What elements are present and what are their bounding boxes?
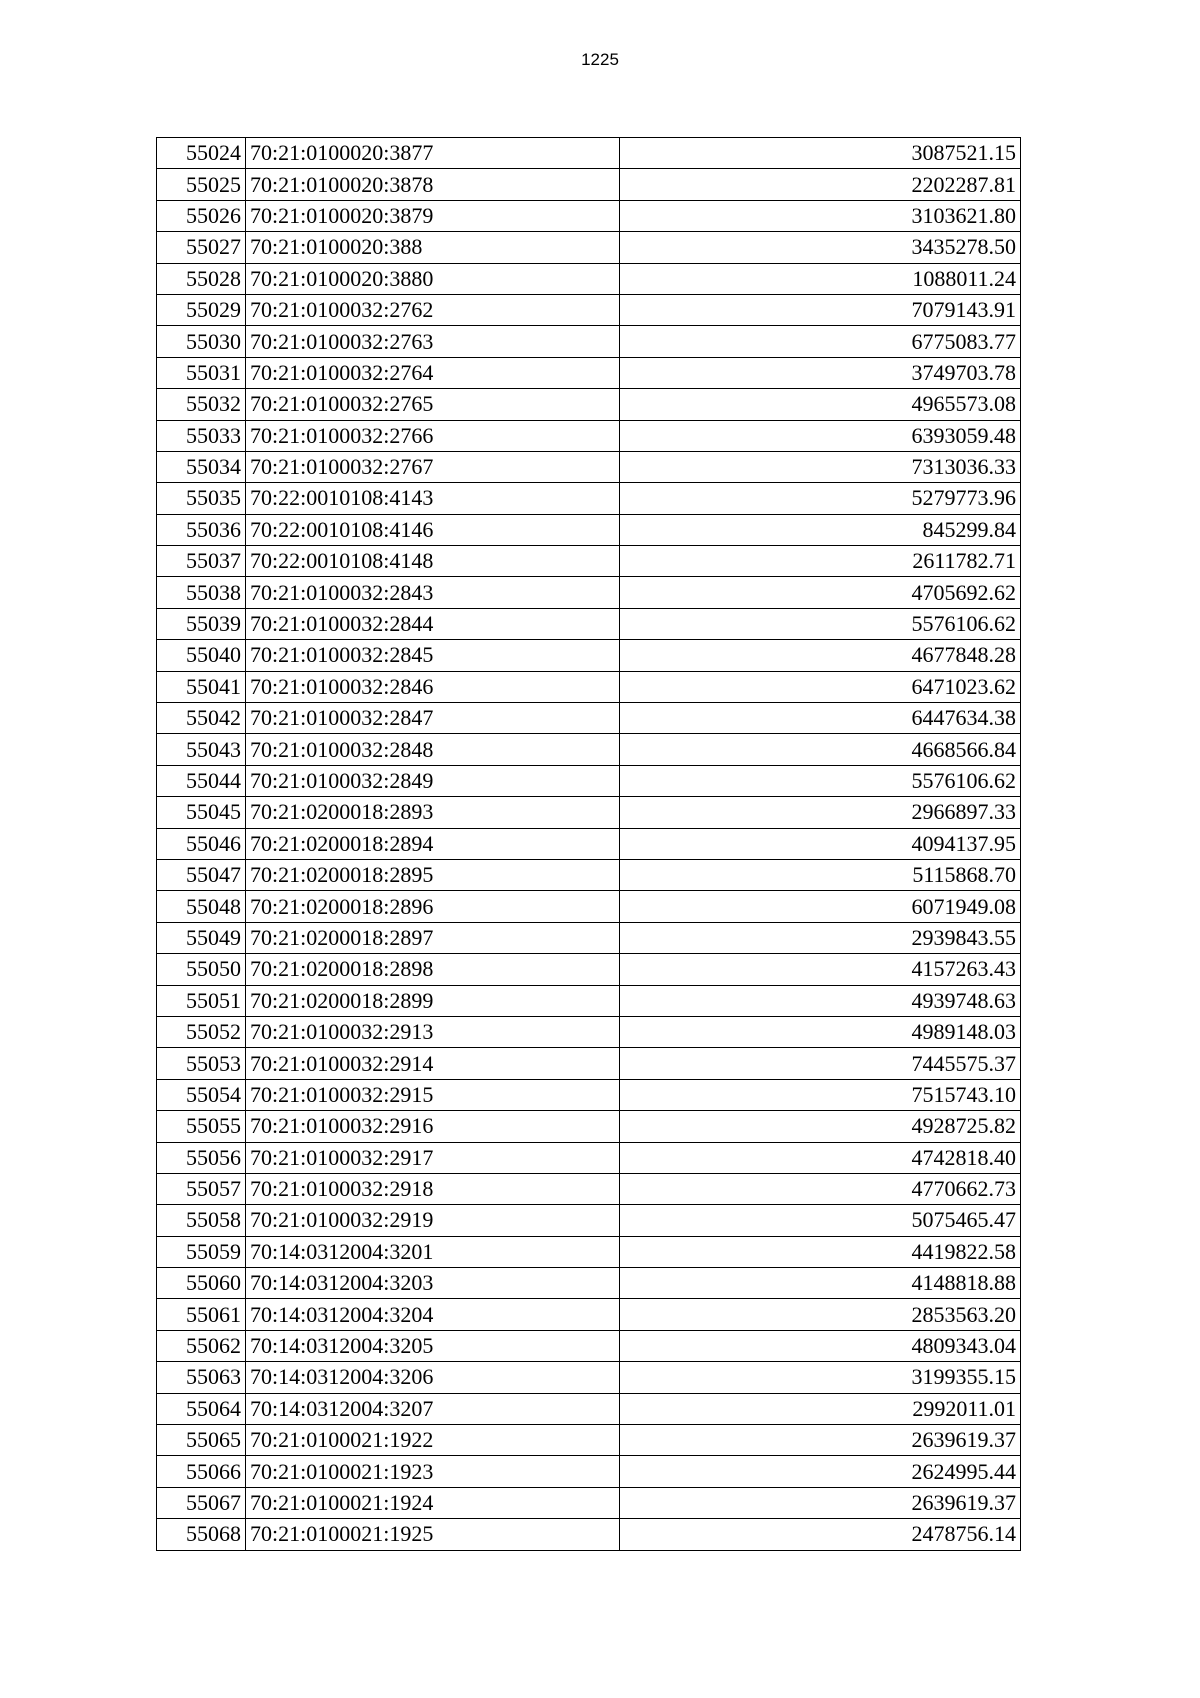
row-number-cell: 55068 (157, 1519, 246, 1550)
table-row (157, 765, 1021, 796)
cadastral-value-cell: 2966897.33 (620, 797, 1021, 828)
page-number: 1225 (581, 50, 619, 69)
cadastral-number-cell: 70:21:0200018:2895 (246, 859, 620, 890)
cadastral-value-cell: 4965573.08 (620, 389, 1021, 420)
cadastral-value-cell: 4928725.82 (620, 1111, 1021, 1142)
cadastral-number-cell: 70:21:0100021:1925 (246, 1519, 620, 1550)
cadastral-value-cell: 4419822.58 (620, 1236, 1021, 1267)
row-number-cell: 55049 (157, 922, 246, 953)
row-number-cell: 55050 (157, 954, 246, 985)
row-number-cell: 55034 (157, 451, 246, 482)
cadastral-value-cell: 5075465.47 (620, 1205, 1021, 1236)
table-row (157, 200, 1021, 231)
row-number-cell: 55028 (157, 263, 246, 294)
cadastral-number-cell: 70:21:0100032:2845 (246, 640, 620, 671)
table-row (157, 1016, 1021, 1047)
row-number-cell: 55036 (157, 514, 246, 545)
cadastral-value-cell: 7079143.91 (620, 294, 1021, 325)
row-number-cell: 55054 (157, 1079, 246, 1110)
table-row (157, 1111, 1021, 1142)
row-number-cell: 55066 (157, 1456, 246, 1487)
cadastral-value-cell: 4094137.95 (620, 828, 1021, 859)
cadastral-value-cell: 5279773.96 (620, 483, 1021, 514)
cadastral-number-cell: 70:21:0100032:2917 (246, 1142, 620, 1173)
row-number-cell: 55035 (157, 483, 246, 514)
cadastral-value-cell: 4989148.03 (620, 1016, 1021, 1047)
cadastral-value-cell: 7515743.10 (620, 1079, 1021, 1110)
row-number-cell: 55032 (157, 389, 246, 420)
cadastral-number-cell: 70:21:0100032:2764 (246, 357, 620, 388)
cadastral-value-cell: 6393059.48 (620, 420, 1021, 451)
cadastral-value-cell: 3103621.80 (620, 200, 1021, 231)
cadastral-number-cell: 70:14:0312004:3201 (246, 1236, 620, 1267)
table-row (157, 828, 1021, 859)
cadastral-number-cell: 70:14:0312004:3207 (246, 1393, 620, 1424)
row-number-cell: 55040 (157, 640, 246, 671)
table-row (157, 1425, 1021, 1456)
table-row (157, 451, 1021, 482)
table-row (157, 1142, 1021, 1173)
table-row (157, 671, 1021, 702)
row-number-cell: 55037 (157, 546, 246, 577)
row-number-cell: 55042 (157, 703, 246, 734)
row-number-cell: 55060 (157, 1268, 246, 1299)
row-number-cell: 55031 (157, 357, 246, 388)
cadastral-number-cell: 70:21:0200018:2898 (246, 954, 620, 985)
table-row (157, 326, 1021, 357)
table-row (157, 1205, 1021, 1236)
row-number-cell: 55052 (157, 1016, 246, 1047)
row-number-cell: 55063 (157, 1362, 246, 1393)
cadastral-value-cell: 4668566.84 (620, 734, 1021, 765)
table-row (157, 1456, 1021, 1487)
row-number-cell: 55046 (157, 828, 246, 859)
table-row (157, 859, 1021, 890)
table-row (157, 954, 1021, 985)
cadastral-value-cell: 2639619.37 (620, 1487, 1021, 1518)
cadastral-number-cell: 70:21:0100021:1923 (246, 1456, 620, 1487)
table-row (157, 294, 1021, 325)
cadastral-number-cell: 70:21:0100032:2914 (246, 1048, 620, 1079)
table-row (157, 1173, 1021, 1204)
cadastral-value-cell: 6471023.62 (620, 671, 1021, 702)
cadastral-value-cell: 2611782.71 (620, 546, 1021, 577)
cadastral-value-cell: 3749703.78 (620, 357, 1021, 388)
cadastral-number-cell: 70:21:0200018:2899 (246, 985, 620, 1016)
row-number-cell: 55024 (157, 138, 246, 169)
cadastral-number-cell: 70:21:0100032:2846 (246, 671, 620, 702)
cadastral-number-cell: 70:21:0100020:3880 (246, 263, 620, 294)
table-row (157, 891, 1021, 922)
row-number-cell: 55045 (157, 797, 246, 828)
row-number-cell: 55057 (157, 1173, 246, 1204)
table-row (157, 1236, 1021, 1267)
cadastral-number-cell: 70:14:0312004:3206 (246, 1362, 620, 1393)
table-row (157, 703, 1021, 734)
cadastral-value-cell: 4742818.40 (620, 1142, 1021, 1173)
table-row (157, 577, 1021, 608)
table-row (157, 389, 1021, 420)
cadastral-number-cell: 70:14:0312004:3203 (246, 1268, 620, 1299)
cadastral-value-cell: 5576106.62 (620, 608, 1021, 639)
row-number-cell: 55048 (157, 891, 246, 922)
row-number-cell: 55039 (157, 608, 246, 639)
table-row (157, 263, 1021, 294)
row-number-cell: 55043 (157, 734, 246, 765)
cadastral-value-cell: 7313036.33 (620, 451, 1021, 482)
cadastral-value-cell: 7445575.37 (620, 1048, 1021, 1079)
cadastral-value-cell: 845299.84 (620, 514, 1021, 545)
table-row (157, 922, 1021, 953)
row-number-cell: 55055 (157, 1111, 246, 1142)
cadastral-value-cell: 6775083.77 (620, 326, 1021, 357)
row-number-cell: 55026 (157, 200, 246, 231)
table-row (157, 420, 1021, 451)
row-number-cell: 55064 (157, 1393, 246, 1424)
table-row (157, 985, 1021, 1016)
cadastral-number-cell: 70:21:0200018:2893 (246, 797, 620, 828)
cadastral-number-cell: 70:21:0100032:2766 (246, 420, 620, 451)
table-row (157, 1330, 1021, 1361)
cadastral-value-cell: 2478756.14 (620, 1519, 1021, 1550)
row-number-cell: 55047 (157, 859, 246, 890)
cadastral-value-cell: 1088011.24 (620, 263, 1021, 294)
cadastral-number-cell: 70:21:0100032:2915 (246, 1079, 620, 1110)
cadastral-value-cell: 3435278.50 (620, 232, 1021, 263)
row-number-cell: 55058 (157, 1205, 246, 1236)
cadastral-number-cell: 70:22:0010108:4143 (246, 483, 620, 514)
cadastral-number-cell: 70:14:0312004:3205 (246, 1330, 620, 1361)
cadastral-value-cell: 2853563.20 (620, 1299, 1021, 1330)
row-number-cell: 55062 (157, 1330, 246, 1361)
cadastral-value-table (156, 137, 1021, 1551)
table-row (157, 546, 1021, 577)
row-number-cell: 55059 (157, 1236, 246, 1267)
row-number-cell: 55065 (157, 1425, 246, 1456)
cadastral-value-cell: 5115868.70 (620, 859, 1021, 890)
row-number-cell: 55061 (157, 1299, 246, 1330)
cadastral-number-cell: 70:21:0100020:3877 (246, 138, 620, 169)
table-row (157, 1519, 1021, 1550)
cadastral-number-cell: 70:21:0100021:1922 (246, 1425, 620, 1456)
cadastral-number-cell: 70:21:0200018:2897 (246, 922, 620, 953)
table-row (157, 357, 1021, 388)
table-row (157, 608, 1021, 639)
cadastral-number-cell: 70:21:0100032:2848 (246, 734, 620, 765)
cadastral-value-cell: 2624995.44 (620, 1456, 1021, 1487)
cadastral-number-cell: 70:21:0100032:2913 (246, 1016, 620, 1047)
row-number-cell: 55038 (157, 577, 246, 608)
cadastral-number-cell: 70:21:0100032:2767 (246, 451, 620, 482)
cadastral-value-cell: 2992011.01 (620, 1393, 1021, 1424)
row-number-cell: 55056 (157, 1142, 246, 1173)
cadastral-value-cell: 6447634.38 (620, 703, 1021, 734)
cadastral-number-cell: 70:21:0100032:2762 (246, 294, 620, 325)
cadastral-value-cell: 2639619.37 (620, 1425, 1021, 1456)
cadastral-number-cell: 70:21:0100032:2918 (246, 1173, 620, 1204)
table-row (157, 1393, 1021, 1424)
cadastral-value-cell: 6071949.08 (620, 891, 1021, 922)
row-number-cell: 55044 (157, 765, 246, 796)
cadastral-number-cell: 70:14:0312004:3204 (246, 1299, 620, 1330)
table-row (157, 232, 1021, 263)
cadastral-value-cell: 4148818.88 (620, 1268, 1021, 1299)
row-number-cell: 55025 (157, 169, 246, 200)
table-row (157, 514, 1021, 545)
cadastral-number-cell: 70:21:0200018:2894 (246, 828, 620, 859)
cadastral-number-cell: 70:21:0100020:388 (246, 232, 620, 263)
cadastral-number-cell: 70:21:0100032:2843 (246, 577, 620, 608)
cadastral-number-cell: 70:22:0010108:4146 (246, 514, 620, 545)
table-body (157, 138, 1021, 1551)
cadastral-number-cell: 70:21:0100032:2919 (246, 1205, 620, 1236)
cadastral-value-cell: 4157263.43 (620, 954, 1021, 985)
cadastral-value-cell: 2939843.55 (620, 922, 1021, 953)
row-number-cell: 55053 (157, 1048, 246, 1079)
table-row (157, 797, 1021, 828)
cadastral-number-cell: 70:21:0100020:3878 (246, 169, 620, 200)
cadastral-number-cell: 70:21:0100020:3879 (246, 200, 620, 231)
cadastral-number-cell: 70:21:0200018:2896 (246, 891, 620, 922)
row-number-cell: 55051 (157, 985, 246, 1016)
cadastral-value-cell: 4770662.73 (620, 1173, 1021, 1204)
cadastral-number-cell: 70:21:0100032:2916 (246, 1111, 620, 1142)
cadastral-value-cell: 5576106.62 (620, 765, 1021, 796)
cadastral-value-cell: 4705692.62 (620, 577, 1021, 608)
cadastral-value-cell: 2202287.81 (620, 169, 1021, 200)
cadastral-number-cell: 70:21:0100021:1924 (246, 1487, 620, 1518)
cadastral-value-cell: 3087521.15 (620, 138, 1021, 169)
cadastral-number-cell: 70:21:0100032:2847 (246, 703, 620, 734)
cadastral-value-cell: 4677848.28 (620, 640, 1021, 671)
table-row (157, 1487, 1021, 1518)
cadastral-value-cell: 4809343.04 (620, 1330, 1021, 1361)
table-row (157, 1048, 1021, 1079)
table-row (157, 1362, 1021, 1393)
table-row (157, 483, 1021, 514)
table-row (157, 1268, 1021, 1299)
cadastral-number-cell: 70:21:0100032:2849 (246, 765, 620, 796)
table-row (157, 138, 1021, 169)
table-row (157, 1079, 1021, 1110)
row-number-cell: 55030 (157, 326, 246, 357)
cadastral-value-cell: 3199355.15 (620, 1362, 1021, 1393)
table-row (157, 1299, 1021, 1330)
row-number-cell: 55029 (157, 294, 246, 325)
cadastral-number-cell: 70:22:0010108:4148 (246, 546, 620, 577)
cadastral-value-cell: 4939748.63 (620, 985, 1021, 1016)
cadastral-number-cell: 70:21:0100032:2765 (246, 389, 620, 420)
row-number-cell: 55033 (157, 420, 246, 451)
cadastral-number-cell: 70:21:0100032:2844 (246, 608, 620, 639)
table-row (157, 640, 1021, 671)
row-number-cell: 55067 (157, 1487, 246, 1518)
cadastral-number-cell: 70:21:0100032:2763 (246, 326, 620, 357)
table-row (157, 734, 1021, 765)
row-number-cell: 55027 (157, 232, 246, 263)
row-number-cell: 55041 (157, 671, 246, 702)
table-row (157, 169, 1021, 200)
